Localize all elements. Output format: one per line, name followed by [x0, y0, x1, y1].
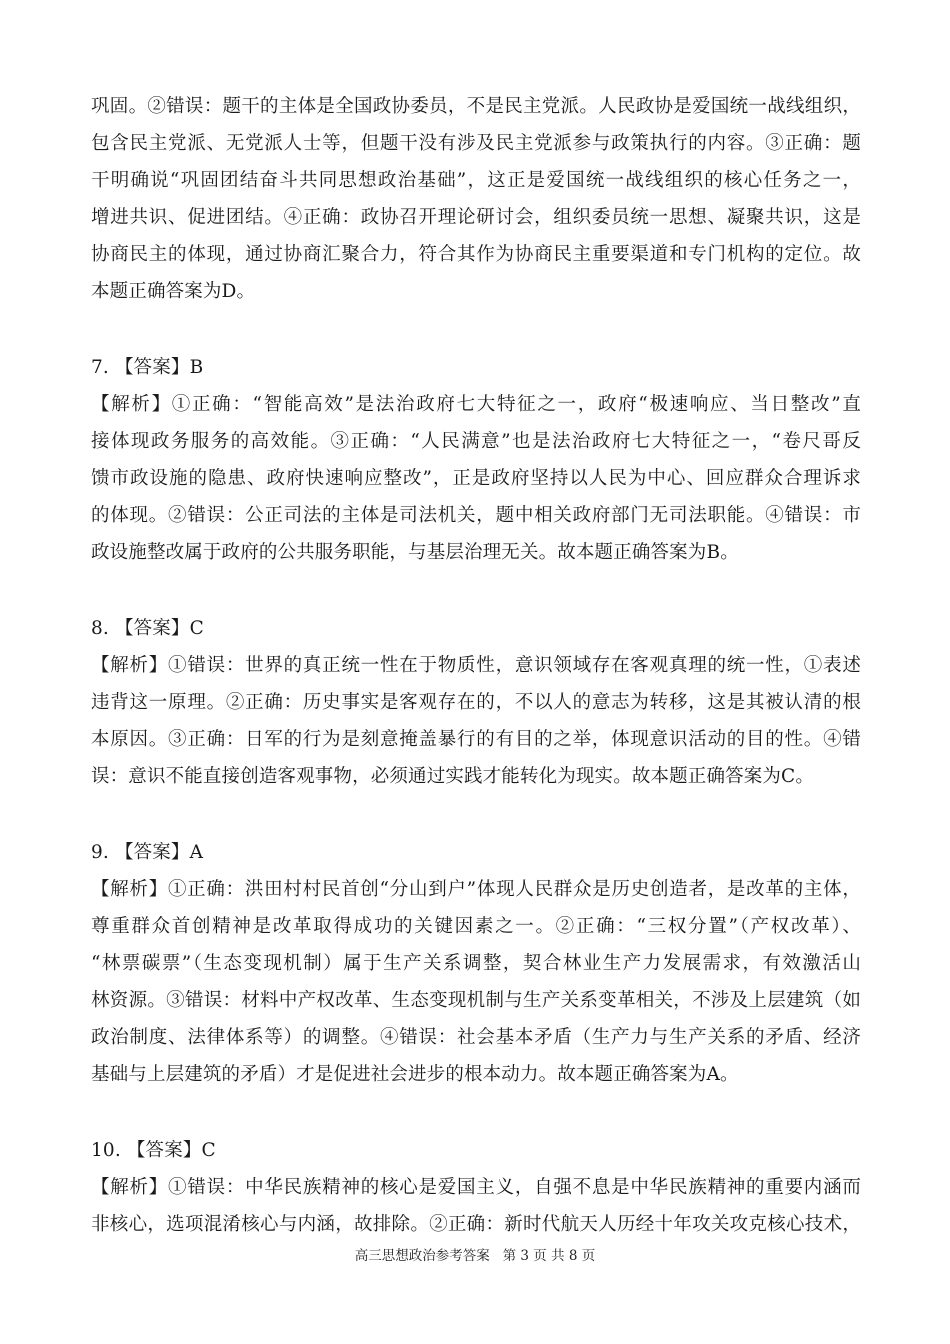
q7-answer-heading: 7. 【答案】B	[91, 357, 204, 378]
q10-explanation-line: 非核心，选项混淆核心与内涵，故排除。②正确：新时代航天人历经十年攻关攻克核心技术，	[91, 1214, 861, 1235]
q8-explanation-line: 【解析】①错误：世界的真正统一性在于物质性，意识领域存在客观真理的统一性，①表述	[91, 655, 861, 676]
q6-explanation-line: 干明确说“巩固团结奋斗共同思想政治基础”，这正是爱国统一战线组织的核心任务之一，	[91, 170, 861, 191]
q9-answer-heading: 9. 【答案】A	[91, 842, 204, 863]
q9-explanation-line: 【解析】①正确：洪田村村民首创“分山到户”体现人民群众是历史创造者，是改革的主体，	[91, 879, 861, 900]
q7-explanation-line: 接体现政务服务的高效能。③正确：“人民满意”也是法治政府七大特征之一，“卷尺哥反	[91, 431, 861, 452]
q8-explanation-line: 误：意识不能直接创造客观事物，必须通过实践才能转化为现实。故本题正确答案为C。	[91, 766, 815, 787]
q6-explanation-line: 巩固。②错误：题干的主体是全国政协委员，不是民主党派。人民政协是爱国统一战线组织，	[91, 96, 861, 117]
q10-answer-heading: 10. 【答案】C	[91, 1140, 216, 1161]
page-footer: 高三思想政治参考答案 第 3 页 共 8 页	[354, 1248, 596, 1264]
q6-explanation-line: 协商民主的体现，通过协商汇聚合力，符合其作为协商民主重要渠道和专门机构的定位。故	[91, 244, 861, 265]
q7-explanation-line: 的体现。②错误：公正司法的主体是司法机关，题中相关政府部门无司法职能。④错误：市	[91, 505, 861, 526]
q6-explanation-line: 包含民主党派、无党派人士等，但题干没有涉及民主党派参与政策执行的内容。③正确：题	[91, 133, 861, 154]
q8-answer-heading: 8. 【答案】C	[91, 618, 204, 639]
q8-explanation-line: 违背这一原理。②正确：历史事实是客观存在的，不以人的意志为转移，这是其被认清的根	[91, 692, 861, 713]
q6-explanation-line: 增进共识、促进团结。④正确：政协召开理论研讨会，组织委员统一思想、凝聚共识，这是	[91, 207, 861, 228]
q9-explanation-line: 尊重群众首创精神是改革取得成功的关键因素之一。②正确：“三权分置”（产权改革）、	[91, 916, 861, 937]
q7-explanation-line: 【解析】①正确：“智能高效”是法治政府七大特征之一，政府“极速响应、当日整改”直	[91, 394, 861, 415]
q9-explanation-line: 基础与上层建筑的矛盾）才是促进社会进步的根本动力。故本题正确答案为A。	[91, 1064, 739, 1085]
q7-explanation-line: 政设施整改属于政府的公共服务职能，与基层治理无关。故本题正确答案为B。	[91, 542, 739, 563]
q10-explanation-line: 【解析】①错误：中华民族精神的核心是爱国主义，自强不息是中华民族精神的重要内涵而	[91, 1177, 861, 1198]
q9-explanation-line: 林资源。③错误：材料中产权改革、生态变现机制与生产关系变革相关，不涉及上层建筑（如	[91, 990, 861, 1011]
q7-explanation-line: 馈市政设施的隐患、政府快速响应整改”，正是政府坚持以人民为中心、回应群众合理诉求	[91, 468, 861, 489]
q9-explanation-line: “林票碳票”（生态变现机制）属于生产关系调整，契合林业生产力发展需求，有效激活山	[91, 953, 861, 974]
q9-explanation-line: 政治制度、法律体系等）的调整。④错误：社会基本矛盾（生产力与生产关系的矛盾、经济	[91, 1027, 861, 1048]
q8-explanation-line: 本原因。③正确：日军的行为是刻意掩盖暴行的有目的之举，体现意识活动的目的性。④错	[91, 729, 861, 750]
q6-explanation-line: 本题正确答案为D。	[91, 281, 256, 302]
